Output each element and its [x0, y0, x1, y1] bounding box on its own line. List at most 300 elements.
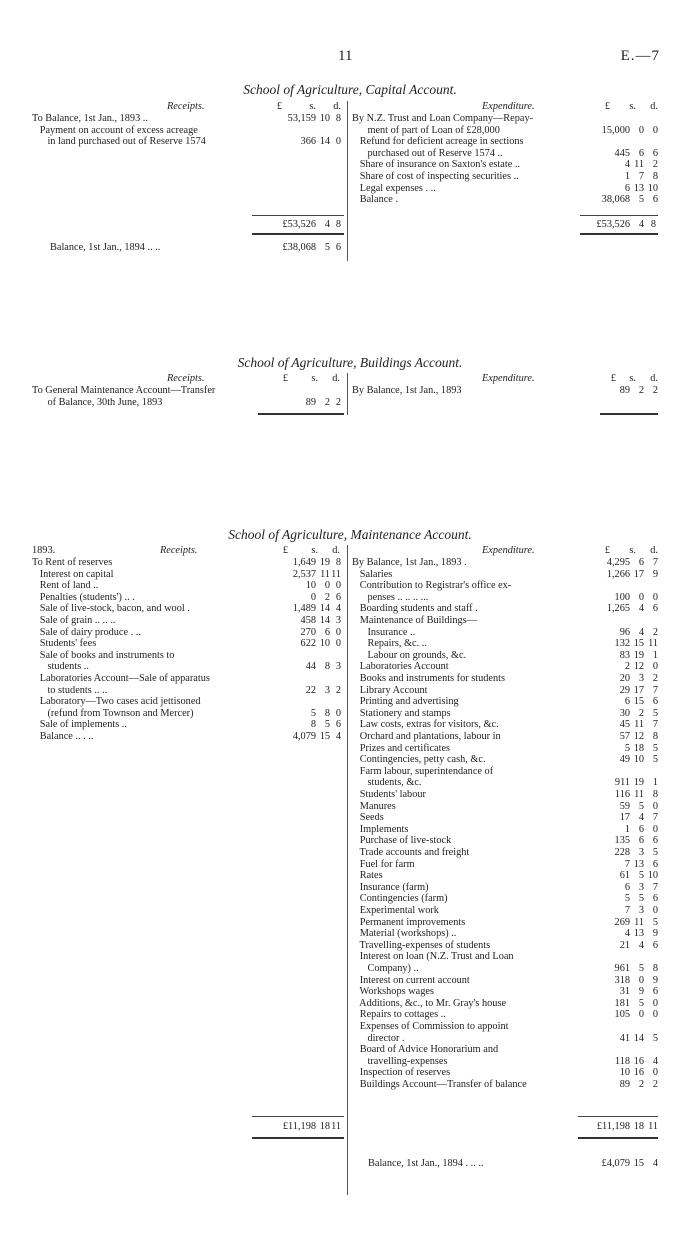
row-shillings: 5	[638, 997, 644, 1009]
row-pounds: 8	[310, 719, 316, 731]
row-description: Prizes and certificates	[352, 742, 451, 754]
row-pounds: 10	[619, 1067, 630, 1079]
ledger-row	[352, 1067, 658, 1079]
ledger-row	[32, 685, 344, 697]
ledger-row	[32, 638, 344, 650]
col-pence: d.	[333, 101, 341, 112]
row-shillings: 8	[324, 707, 330, 719]
row-description: Printing and advertising	[352, 696, 459, 708]
row-pence: 0	[652, 1067, 658, 1079]
ledger-row	[352, 940, 658, 952]
maintenance-account-title: School of Agriculture, Maintenance Account.	[228, 527, 472, 542]
row-pounds: 181	[614, 997, 630, 1009]
row-description: Contingencies (farm)	[352, 893, 448, 905]
maintenance-total-expenditure	[352, 1121, 658, 1133]
total-pounds: £53,526	[282, 219, 316, 230]
row-description: Sale of books and instruments to	[32, 649, 175, 661]
ledger-row	[352, 835, 658, 847]
row-pounds: 29	[619, 684, 630, 696]
row-shillings: 14	[319, 615, 330, 626]
ledger-row	[352, 603, 658, 615]
row-pence: 10	[647, 870, 658, 882]
ledger-row	[352, 847, 658, 859]
row-pounds: 61	[619, 870, 630, 882]
ledger-row	[352, 159, 658, 171]
row-pence: 11	[648, 638, 658, 650]
col-pence: d.	[332, 373, 340, 384]
row-pounds: 83	[619, 649, 630, 661]
row-shillings: 0	[324, 580, 330, 592]
row-pounds: 135	[614, 835, 630, 847]
total-shillings: 4	[324, 219, 330, 230]
row-description: By Balance, 1st Jan., 1893 .	[352, 557, 467, 568]
ledger-row	[352, 893, 658, 905]
row-pence: 6	[335, 719, 341, 731]
ledger-row	[32, 719, 344, 731]
ledger-row	[352, 685, 658, 697]
col-pence: d.	[332, 545, 340, 556]
row-pence: 9	[652, 974, 658, 986]
receipts-heading: Receipts.	[167, 373, 205, 384]
ledger-row	[352, 1044, 658, 1056]
buildings-expenditure	[352, 373, 658, 397]
double-rule	[600, 413, 658, 415]
ledger-row	[352, 870, 658, 882]
balance-pence: 4	[652, 1158, 658, 1169]
row-pence: 2	[335, 396, 341, 408]
row-pounds: 1	[624, 171, 630, 182]
page-number: 11	[338, 48, 353, 64]
row-pence: 8	[652, 789, 658, 800]
row-shillings: 3	[324, 684, 330, 696]
row-description: Share of insurance on Saxton's estate ..	[352, 159, 520, 171]
row-description: Farm labour, superintendance of	[352, 765, 494, 777]
ledger-row	[32, 557, 344, 569]
row-pounds: 96	[619, 626, 630, 638]
buildings-receipts	[32, 373, 344, 408]
row-pence: 7	[652, 881, 658, 893]
row-description: director .	[352, 1032, 405, 1044]
ledger-row	[32, 397, 344, 409]
row-description: Insurance (farm)	[352, 881, 429, 893]
row-pence: 9	[652, 568, 658, 580]
total-pence: 8	[650, 219, 656, 230]
row-description: Buildings Account—Transfer of balance	[352, 1079, 527, 1090]
row-pounds: 89	[619, 385, 630, 396]
row-pounds: 445	[614, 147, 630, 159]
row-pence: 5	[652, 1032, 658, 1044]
row-description: By Balance, 1st Jan., 1893	[352, 385, 462, 396]
row-description: Expenses of Commission to appoint	[352, 1021, 509, 1032]
total-pence: 11	[331, 1121, 341, 1132]
row-pounds: 53,159	[287, 113, 316, 124]
row-description: Board of Advice Honorarium and	[352, 1044, 499, 1056]
row-shillings: 2	[638, 707, 644, 719]
col-pounds: £	[282, 545, 288, 556]
total-pounds: £11,198	[596, 1121, 630, 1132]
row-shillings: 5	[638, 800, 644, 812]
ledger-row	[32, 125, 344, 137]
ledger-row	[352, 754, 658, 766]
row-description: Penalties (students') .. .	[32, 591, 135, 603]
expenditure-heading: Expenditure.	[482, 545, 535, 556]
row-shillings: 14	[319, 136, 330, 148]
row-pounds: 270	[300, 626, 316, 638]
row-pence: 0	[652, 905, 658, 916]
ledger-row	[352, 777, 658, 789]
row-pounds: 366	[300, 136, 316, 148]
ledger-row	[32, 627, 344, 639]
row-shillings: 14	[633, 1032, 644, 1044]
row-shillings: 3	[638, 673, 644, 684]
maintenance-expenditure	[352, 545, 658, 1091]
row-shillings: 2	[324, 396, 330, 408]
buildings-expenditure-rows	[352, 385, 658, 397]
row-pence: 0	[335, 638, 341, 650]
row-pounds: 22	[305, 684, 316, 696]
row-description: Implements	[352, 823, 409, 835]
row-description: Share of cost of inspecting securities ..	[352, 171, 519, 182]
row-pounds: 15,000	[601, 124, 630, 136]
rule	[580, 215, 658, 216]
ledger-row	[352, 986, 658, 998]
row-pence: 0	[652, 800, 658, 812]
row-shillings: 5	[324, 719, 330, 731]
row-pence: 0	[652, 591, 658, 603]
ledger-row	[352, 696, 658, 708]
row-pounds: 228	[614, 847, 630, 858]
ledger-row	[352, 673, 658, 685]
row-pounds: 7	[624, 858, 630, 870]
row-pounds: 6	[624, 881, 630, 893]
col-pence: d.	[650, 545, 658, 556]
balance-shillings: 5	[324, 242, 330, 253]
ledger-row	[352, 766, 658, 778]
row-pence: 6	[652, 603, 658, 615]
total-shillings: 4	[638, 219, 644, 230]
ledger-row	[32, 113, 344, 125]
balance-label: Balance, 1st Jan., 1894 .. ..	[50, 242, 161, 253]
row-pence: 0	[335, 707, 341, 719]
row-shillings: 4	[638, 626, 644, 638]
row-pence: 5	[652, 754, 658, 766]
row-description: of Balance, 30th June, 1893	[32, 396, 163, 408]
row-pounds: 4	[624, 928, 630, 940]
row-pence: 2	[652, 673, 658, 684]
ledger-row	[32, 615, 344, 627]
row-description: students, &c.	[352, 777, 422, 789]
row-pence: 2	[652, 1079, 658, 1090]
row-description: Additions, &c., to Mr. Gray's house	[352, 997, 507, 1009]
row-pence: 2	[652, 626, 658, 638]
row-shillings: 9	[638, 986, 644, 998]
ledger-row	[352, 789, 658, 801]
row-description: Repairs to cottages ..	[352, 1009, 446, 1021]
row-pence: 5	[652, 707, 658, 719]
ledger-row	[32, 580, 344, 592]
row-description: Contingencies, petty cash, &c.	[352, 754, 486, 766]
capital-receipts	[32, 101, 344, 148]
row-description: penses .. .. .. ...	[352, 591, 429, 603]
row-pounds: 17	[619, 812, 630, 824]
ledger-row	[352, 385, 658, 397]
col-pounds: £	[276, 101, 282, 112]
row-shillings: 10	[319, 638, 330, 650]
row-description: Stationery and stamps	[352, 707, 451, 719]
row-description: Interest on loan (N.Z. Trust and Loan	[352, 951, 514, 963]
ledger-row	[32, 650, 344, 662]
row-description: Interest on capital	[32, 568, 114, 580]
ledger-row	[352, 183, 658, 195]
row-shillings: 6	[324, 626, 330, 638]
row-description: Laboratories Account—Sale of apparatus	[32, 673, 210, 684]
ledger-row	[352, 708, 658, 720]
row-pounds: 4,079	[292, 731, 316, 742]
row-shillings: 12	[633, 731, 644, 742]
col-shillings: s.	[311, 373, 318, 384]
ledger-row	[352, 882, 658, 894]
col-shillings: s.	[629, 373, 636, 384]
row-pence: 2	[652, 385, 658, 396]
row-pence: 8	[652, 963, 658, 974]
row-shillings: 10	[633, 754, 644, 766]
row-shillings: 3	[638, 881, 644, 893]
row-pounds: 1,265	[606, 603, 630, 615]
ledger-row	[352, 719, 658, 731]
row-pence: 0	[652, 124, 658, 136]
row-pounds: 100	[614, 591, 630, 603]
row-pence: 6	[652, 858, 658, 870]
ledger-row	[352, 592, 658, 604]
row-pounds: 59	[619, 800, 630, 812]
row-shillings: 19	[633, 777, 644, 789]
row-pounds: 31	[619, 986, 630, 998]
row-description: Rates	[352, 870, 383, 882]
ledger-row	[32, 385, 344, 397]
row-shillings: 7	[638, 171, 644, 182]
col-pence: d.	[650, 373, 658, 384]
ledger-row	[352, 743, 658, 755]
row-pence: 0	[335, 626, 341, 638]
row-description: Company) ..	[352, 963, 419, 974]
row-description: Inspection of reserves	[352, 1067, 451, 1079]
row-description: Labour on grounds, &c.	[352, 649, 467, 661]
double-rule	[252, 233, 344, 235]
ledger-row	[352, 627, 658, 639]
capital-total-expenditure	[352, 219, 658, 231]
row-pounds: 7	[624, 905, 630, 916]
year-label: 1893.	[32, 545, 56, 556]
row-pounds: 57	[619, 731, 630, 742]
row-pounds: 105	[614, 1009, 630, 1021]
row-pence: 0	[652, 1009, 658, 1021]
row-pounds: 6	[624, 696, 630, 708]
row-pence: 3	[335, 661, 341, 673]
row-description: Laboratories Account	[352, 661, 449, 673]
row-pounds: 961	[614, 963, 630, 974]
double-rule	[580, 233, 658, 235]
row-description: Material (workshops) ..	[352, 928, 457, 940]
row-shillings: 0	[638, 591, 644, 603]
total-shillings: 18	[633, 1121, 644, 1132]
row-pence: 7	[652, 719, 658, 731]
row-pence: 6	[652, 939, 658, 951]
row-description: in land purchased out of Reserve 1574	[32, 136, 206, 148]
row-shillings: 14	[319, 603, 330, 615]
row-pence: 3	[335, 615, 341, 626]
ledger-row	[32, 708, 344, 720]
double-rule	[578, 1137, 658, 1139]
ledger-row	[352, 975, 658, 987]
row-description: Workshops wages	[352, 986, 434, 998]
ledger-row	[352, 136, 658, 148]
row-pence: 6	[335, 591, 341, 603]
row-shillings: 15	[319, 731, 330, 742]
ledger-row	[352, 1021, 658, 1033]
row-shillings: 2	[638, 385, 644, 396]
row-description: Purchase of live-stock	[352, 835, 452, 847]
row-pence: 10	[647, 182, 658, 194]
ledger-row	[352, 731, 658, 743]
capital-account-title: School of Agriculture, Capital Account.	[243, 82, 457, 97]
row-pounds: 21	[619, 939, 630, 951]
row-shillings: 4	[638, 939, 644, 951]
row-pence: 2	[335, 684, 341, 696]
row-description: Laboratory—Two cases acid jettisoned	[32, 696, 201, 708]
row-pence: 8	[652, 731, 658, 742]
ledger-row	[352, 905, 658, 917]
ledger-row	[352, 638, 658, 650]
row-pounds: 89	[305, 396, 316, 408]
total-pence: 8	[335, 219, 341, 230]
row-shillings: 11	[634, 916, 644, 928]
row-description: to students .. ..	[32, 684, 108, 696]
ledger-row	[32, 136, 344, 148]
row-description: Sale of implements ..	[32, 719, 127, 731]
row-pounds: 1,489	[292, 603, 316, 615]
row-pounds: 10	[305, 580, 316, 592]
row-pounds: 6	[624, 182, 630, 194]
ledger-row	[352, 998, 658, 1010]
row-pounds: 2	[624, 661, 630, 673]
row-pence: 6	[652, 147, 658, 159]
row-shillings: 11	[634, 719, 644, 731]
row-description: Interest on current account	[352, 974, 470, 986]
row-pounds: 41	[619, 1032, 630, 1044]
row-pence: 6	[652, 986, 658, 998]
row-description: Payment on account of excess acreage	[32, 124, 198, 136]
row-description: By N.Z. Trust and Loan Company—Repay-	[352, 113, 534, 124]
row-description: Repairs, &c. ..	[352, 638, 427, 650]
row-pounds: 4,295	[606, 557, 630, 568]
row-description: Sale of dairy produce . ..	[32, 626, 141, 638]
row-pounds: 116	[614, 789, 630, 800]
row-shillings: 5	[638, 963, 644, 974]
row-shillings: 3	[638, 905, 644, 916]
row-description: Sale of grain .. .. ..	[32, 615, 116, 626]
maintenance-total-receipts	[32, 1121, 344, 1133]
row-shillings: 11	[634, 789, 644, 800]
row-shillings: 6	[638, 823, 644, 835]
row-shillings: 15	[633, 696, 644, 708]
row-pence: 4	[335, 731, 341, 742]
row-description: Seeds	[352, 812, 384, 824]
row-description: Experimental work	[352, 905, 439, 916]
ledger-row	[352, 650, 658, 662]
row-pounds: 49	[619, 754, 630, 766]
row-pence: 0	[652, 661, 658, 673]
row-pence: 1	[652, 777, 658, 789]
ledger-row	[352, 1009, 658, 1021]
row-description: Trade accounts and freight	[352, 847, 470, 858]
row-pence: 4	[652, 1055, 658, 1067]
row-pounds: 89	[619, 1079, 630, 1090]
expenditure-heading: Expenditure.	[482, 101, 535, 112]
row-shillings: 0	[638, 974, 644, 986]
total-shillings: 18	[319, 1121, 330, 1132]
expenditure-heading: Expenditure.	[482, 373, 535, 384]
ledger-row	[352, 113, 658, 125]
row-shillings: 13	[633, 182, 644, 194]
row-description: students ..	[32, 661, 89, 673]
total-pounds: £53,526	[596, 219, 630, 230]
row-description: Travelling-expenses of students	[352, 939, 491, 951]
row-pence: 7	[652, 812, 658, 824]
row-description: Fuel for farm	[352, 858, 415, 870]
row-description: purchased out of Reserve 1574 ..	[352, 147, 503, 159]
capital-expenditure	[352, 101, 658, 206]
col-shillings: s.	[629, 101, 636, 112]
row-description: Refund for deficient acreage in sections	[352, 136, 524, 148]
ledger-row	[352, 963, 658, 975]
ledger-row	[32, 673, 344, 685]
row-description: Students' labour	[352, 789, 426, 800]
col-shillings: s.	[629, 545, 636, 556]
row-shillings: 6	[638, 835, 644, 847]
row-pence: 8	[652, 171, 658, 182]
row-description: Library Account	[352, 684, 428, 696]
row-pence: 8	[335, 557, 341, 568]
ledger-row	[352, 148, 658, 160]
row-description: Boarding students and staff .	[352, 603, 478, 615]
row-pounds: 44	[305, 661, 316, 673]
ledger-row	[352, 812, 658, 824]
row-pence: 8	[335, 113, 341, 124]
row-pence: 5	[652, 916, 658, 928]
row-description: Books and instruments for students	[352, 673, 506, 684]
row-shillings: 17	[633, 684, 644, 696]
ledger-row	[352, 569, 658, 581]
receipts-heading: Receipts.	[167, 101, 205, 112]
row-shillings: 13	[633, 928, 644, 940]
row-description: Law costs, extras for visitors, &c.	[352, 719, 499, 731]
row-shillings: 13	[633, 858, 644, 870]
ledger-row	[352, 951, 658, 963]
capital-balance-forward	[50, 242, 344, 254]
ledger-row	[352, 928, 658, 940]
row-description: Maintenance of Buildings—	[352, 615, 477, 626]
row-shillings: 0	[638, 1009, 644, 1021]
row-shillings: 11	[320, 568, 330, 580]
row-pounds: 269	[614, 916, 630, 928]
row-shillings: 6	[638, 147, 644, 159]
total-pounds: £11,198	[282, 1121, 316, 1132]
rule	[578, 1116, 658, 1117]
col-pounds: £	[604, 101, 610, 112]
capital-total-receipts	[32, 219, 344, 231]
buildings-account-title: School of Agriculture, Buildings Account.	[237, 355, 463, 370]
row-shillings: 15	[633, 638, 644, 650]
